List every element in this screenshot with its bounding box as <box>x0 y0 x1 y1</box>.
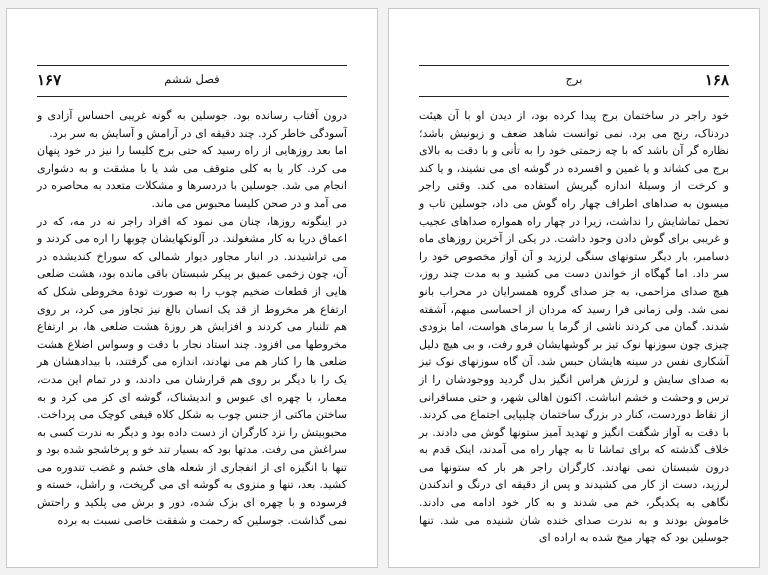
left-page-body <box>37 107 347 553</box>
paragraph: خود راجر در ساختمان برج پیدا کرده بود، از دیدن او با آن هیئت دردناک، رنج می برد. نمی توانست شاهد ضعف و زبونیش باشد؛ نظاره گر آن باشد که با چه زحمتی خود را به تأنی و با دقت به بالای برج می کشاند و یا غمین و افسرده در گوشه ای می نشیند، و یا کند و کرخت از وسیلهٔ اندازه گیریش استفاده می کند. وقتی راجر میسون به صداهای اطراف چهار راه گوش می داد، جوسلین تاب و تحمل تماشایش را نداشت، زیرا در چهار راه همواره صداهای عجیب و غریبی برای گوش دادن وجود داشت. در یکی از آخرین روزهای ماه دسامبر، بار دیگر ستونهای سنگی لرزید و آن آواز مخصوص خود را سر داد. اما گهگاه از خواندن دست می کشید و به مدت چند روز، هیچ صدای مزاحمی، به جز صدای گروه همسرایان در محراب بانو نمی شد. ولی زمانی فرا رسید که مردان از احساسی مبهم، آشفته شدند. گمان می کردند ناشی از گرما یا سرمای هواست، اما بزودی چیزی چون سوزنها نوک تیز بر گوشهایشان فرو رفت، و بی هیچ دلیل آشکاری نفس در سینه هایشان حبس شد. آن گاه سوزنهای نوک تیز به صدای سایش و لرزش هراس انگیز بدل گردید ووجودشان را از ترس و وحشت و خشم انباشت. اکنون اهالی شهر، و حتی مسافرانی از نقاط دوردست، کنار در بزرگ ساختمان چلیپایی اجتماع می کردند. با دقت به آواز شگفت انگیز و تهدید آمیز ستونها گوش می دادند. بر خلاف گذشته که برای تماشا تا به چهار راه می آمدند، اینک قدم به درون شبستان نمی نهادند. کارگران راجر هر بار که ستونها می لرزید، دست از کار می کشیدند و پس از دقیقه ای درنگ و اندکندن نگاهی به یکدیگر، خم می شدند و به کار خود ادامه می دادند. خاموش بودند و به ندرت صدای خنده شان شنیده می شد. تنها جوسلین بود که چهار میخ شده به اراده ای <box>419 109 729 545</box>
paragraph: درون آفتاب رسانده بود. جوسلین به گونه غریبی احساس آزادی و آسودگی خاطر کرد. چند دقیقه ای در آرامش و آسایش به سر برد. <box>37 109 347 140</box>
paragraph: در اینگونه روزها، چنان می نمود که افراد راجر نه در مه، که در اعماق دریا به کار مشغولند. در آلونکهایشان چوبها را اره می کردند و می تراشیدند. در انبار مجاور دیوار شمالی که سوراخ کندیشده در آن، چون زخمی عمیق بر پیکر شبستان باقی مانده بود، هشت ضلعی هایی از قطعات ضخیم چوب را به صورت تودهٔ مخروطی شکل که ارتفاع هر مخروط از قد یک انسان بالغ نیز تجاوز می کرد، بر روی هم تلنبار می کردند و افزایش هر روزهٔ هشت ضلعی ها، بر ارتفاع مخروطها می افزود. چند استاد نجار با دقت و وسواس اضلاع هشت ضلعی ها را کنار هم می نهادند، اندازه می گرفتند، با بیدادهشان هر یک را با دیگر بر روی هم قرارشان می دادند، و در تمام این مدت، معمار، با چهره ای عبوس و اندیشناک، گوشه ای کز می کرد و به ساختن ماکتی از جنس چوب به شکل کلاه قیفی کوچک می پرداخت. محبوبیتش را نزد کارگران از دست داده بود و دیگر به ندرت کسی به سراغش می رفت. مدتها بود که بسیار تند خو و پرخاشجو شده بود و تنها با انگیزه ای از انفجاری از شعله های خشم و غضب تندوره می کشید. بعد، تنها و منزوی به گوشه ای می گریخت، و راشل، خسته و فرسوده و با چهره ای بزک شده، دور و برش می پلکید و راحتش نمی گذاشت. جوسلین که رحمت و شفقت خاصی نسبت به برده <box>37 214 347 527</box>
left-page <box>6 8 378 568</box>
page-number: ۱۶۸ <box>704 71 729 89</box>
running-title: فصل ششم <box>164 72 220 86</box>
right-page-header <box>419 71 729 93</box>
left-page-header <box>37 71 347 93</box>
header-top-rule <box>37 65 347 66</box>
running-title: برج <box>565 72 583 86</box>
header-rule <box>419 96 729 97</box>
paragraph: اما بعد روزهایی از راه رسید که حتی برج کلیسا را نیز در خود پنهان می کرد. کار یا به کلی متوقف می شد یا با مشقت و به دشواری انجام می شد. جوسلین با دردسرها و مشکلات متعدد به محاصره در می آمد و در صحن کلیسا محبوس می ماند. <box>37 144 347 210</box>
header-rule <box>37 96 347 97</box>
right-page-body <box>419 107 729 553</box>
page-number: ۱۶۷ <box>37 71 62 89</box>
header-top-rule <box>419 65 729 66</box>
right-page <box>388 8 760 568</box>
